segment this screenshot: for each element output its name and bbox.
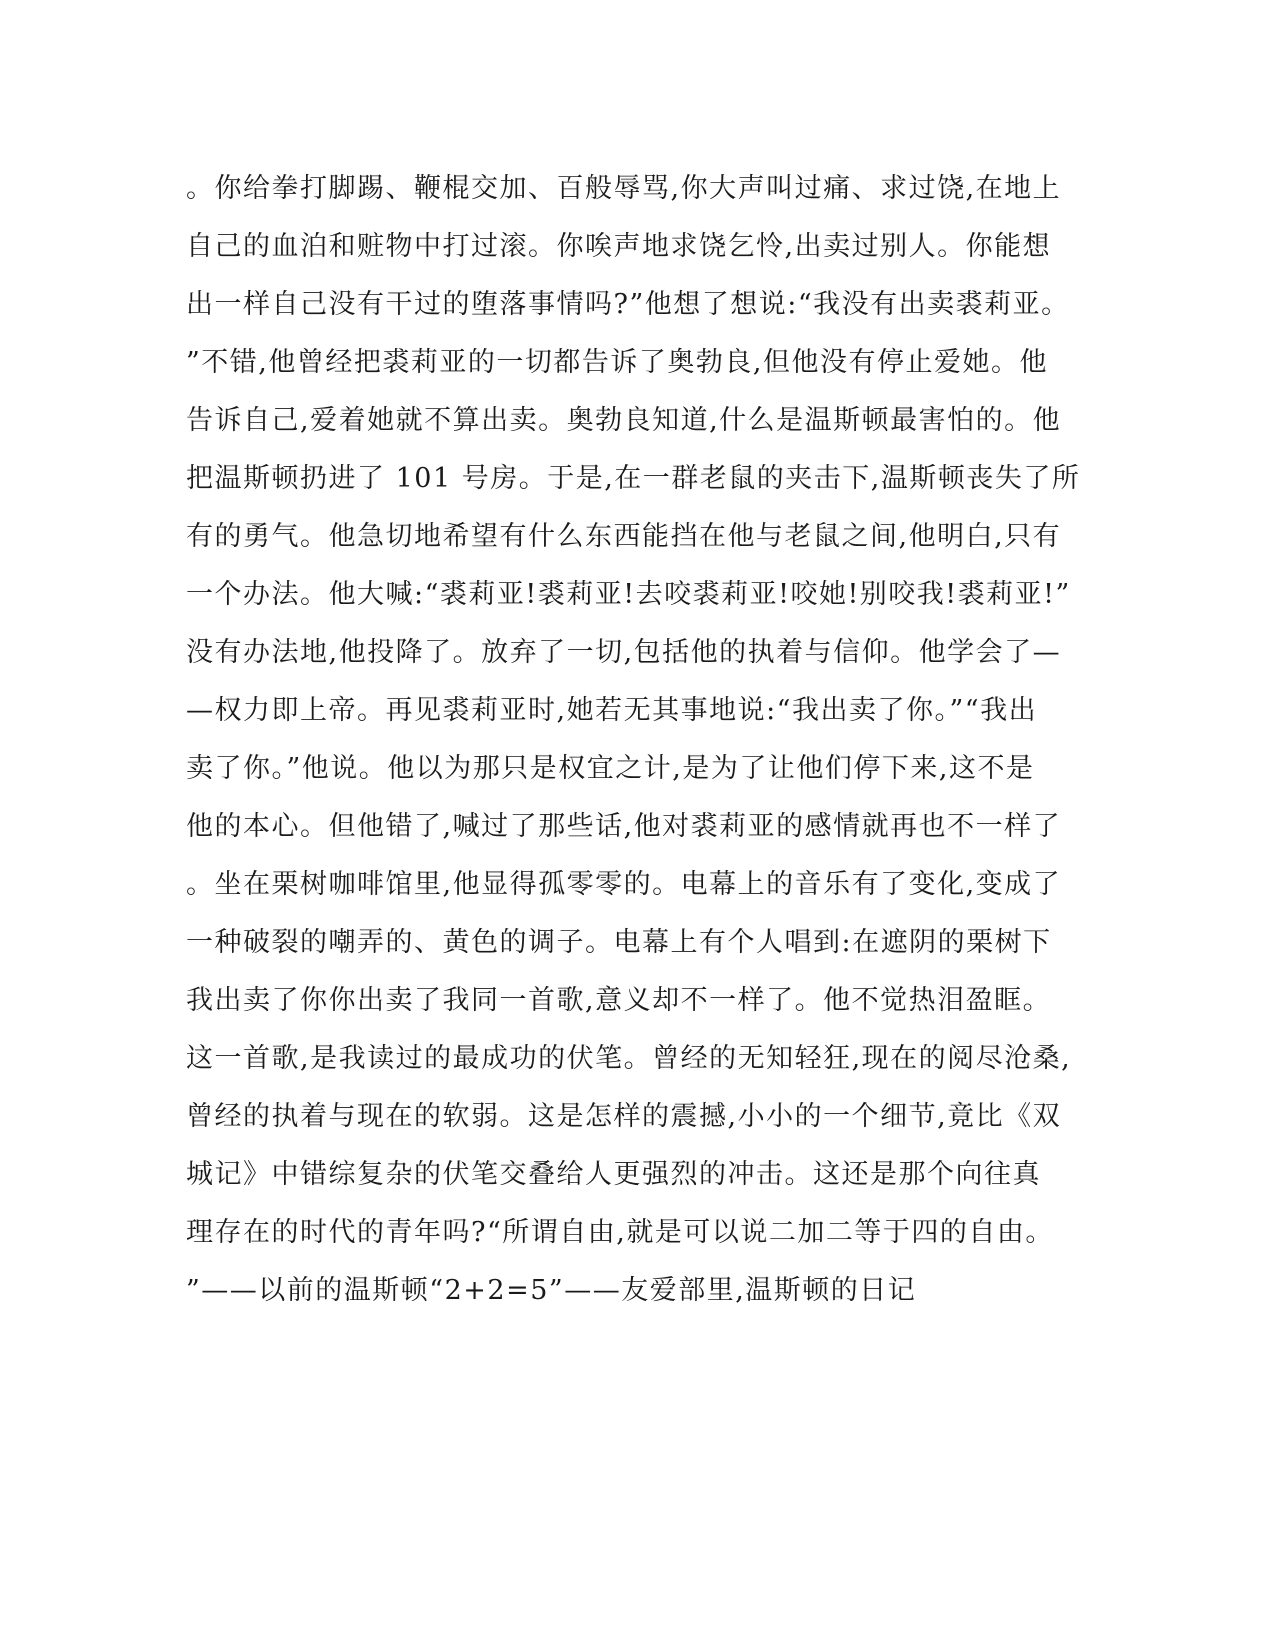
text-line: 出一样自己没有干过的堕落事情吗?”他想了想说:“我没有出卖裘莉亚。 — [186, 289, 1070, 320]
text-line: 理存在的时代的青年吗?“所谓自由,就是可以说二加二等于四的自由。 — [186, 1217, 1054, 1248]
text-line: 。你给拳打脚踢、鞭棍交加、百般辱骂,你大声叫过痛、求过饶,在地上 — [186, 173, 1062, 204]
text-line: 有的勇气。他急切地希望有什么东西能挡在他与老鼠之间,他明白,只有 — [186, 521, 1062, 552]
text-line: 把温斯顿扔进了 101 号房。于是,在一群老鼠的夹击下,温斯顿丧失了所 — [186, 463, 1081, 494]
text-line: 曾经的执着与现在的软弱。这是怎样的震撼,小小的一个细节,竟比《双 — [186, 1101, 1062, 1132]
text-line: 一种破裂的嘲弄的、黄色的调子。电幕上有个人唱到:在遮阴的栗树下 — [186, 927, 1052, 958]
text-line: 没有办法地,他投降了。放弃了一切,包括他的执着与信仰。他学会了— — [186, 637, 1062, 668]
text-line: 。坐在栗树咖啡馆里,他显得孤零零的。电幕上的音乐有了变化,变成了 — [186, 869, 1062, 900]
text-line: 告诉自己,爱着她就不算出卖。奥勃良知道,什么是温斯顿最害怕的。他 — [186, 405, 1062, 436]
text-line: ”不错,他曾经把裘莉亚的一切都告诉了奥勃良,但他没有停止爱她。他 — [186, 347, 1048, 378]
text-line: 一个办法。他大喊:“裘莉亚!裘莉亚!去咬裘莉亚!咬她!别咬我!裘莉亚!” — [186, 579, 1071, 610]
text-line: 他的本心。但他错了,喊过了那些话,他对裘莉亚的感情就再也不一样了 — [186, 811, 1062, 842]
text-line: ”——以前的温斯顿“2+2=5”——友爱部里,温斯顿的日记 — [186, 1275, 917, 1306]
text-line: 这一首歌,是我读过的最成功的伏笔。曾经的无知轻狂,现在的阅尽沧桑, — [186, 1043, 1072, 1074]
body-text — [186, 160, 1086, 1320]
text-line: —权力即上帝。再见裘莉亚时,她若无其事地说:“我出卖了你。”“我出 — [186, 695, 1038, 726]
text-line: 城记》中错综复杂的伏笔交叠给人更强烈的冲击。这还是那个向往真 — [186, 1159, 1041, 1190]
text-line: 我出卖了你你出卖了我同一首歌,意义却不一样了。他不觉热泪盈眶。 — [186, 985, 1052, 1016]
text-line: 卖了你。”他说。他以为那只是权宜之计,是为了让他们停下来,这不是 — [186, 753, 1035, 784]
text-line: 自己的血泊和赃物中打过滚。你唉声地求饶乞怜,出卖过别人。你能想 — [186, 231, 1052, 262]
